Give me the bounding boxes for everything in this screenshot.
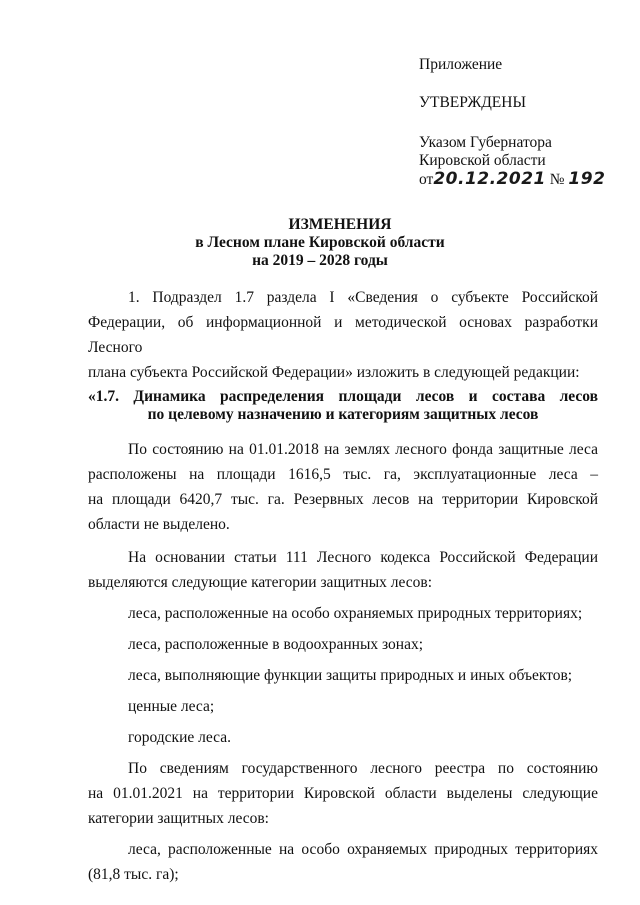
decree-line-1: Указом Губернатора [419, 134, 552, 151]
paragraph-1-line-3: плана субъекта Российской Федерации» изложить в следующей редакции: [88, 364, 580, 381]
paragraph-2-line-1: По состоянию на 01.01.2018 на землях лесного фонда защитные леса [128, 441, 598, 458]
title-line-2: в Лесном плане Кировской области [195, 234, 445, 251]
document-body [88, 285, 598, 887]
document-title [0, 216, 640, 270]
paragraph-4-line-3: категории защитных лесов: [88, 810, 269, 827]
date-prefix: от [419, 171, 434, 188]
paragraph-2-line-3: на площади 6420,7 тыс. га. Резервных лесов на территории Кировской [88, 491, 598, 508]
decree-date-row [419, 170, 629, 189]
category-item-5: городские леса. [128, 729, 231, 746]
handwritten-number: 192 [568, 169, 606, 189]
title-line-3: на 2019 – 2028 годы [252, 252, 388, 269]
paragraph-2-line-4: области не выделено. [88, 516, 230, 533]
decree-line-2: Кировской области [419, 152, 546, 169]
paragraph-1-line-1: 1. Подраздел 1.7 раздела I «Сведения о субъекте Российской [128, 289, 598, 306]
paragraph-5-line-1: леса, расположенные на особо охраняемых природных территориях [128, 841, 598, 858]
appendix-label: Приложение [419, 56, 503, 73]
paragraph-3-line-1: На основании статьи 111 Лесного кодекса Российской Федерации [128, 549, 598, 566]
category-item-3: леса, выполняющие функции защиты природных и иных объектов; [128, 667, 573, 684]
approved-label: УТВЕРЖДЕНЫ [419, 94, 526, 111]
paragraph-2-line-2: расположены на площади 1616,5 тыс. га, эксплуатационные леса – [88, 466, 598, 483]
section-heading-line-2: по целевому назначению и категориям защитных лесов [147, 406, 539, 423]
approval-block [419, 56, 629, 189]
paragraph-1-line-2: Федерации, об информационной и методической основах разработки Лесного [88, 314, 598, 356]
category-item-2: леса, расположенные в водоохранных зонах; [128, 636, 424, 653]
section-heading [88, 388, 598, 424]
paragraph-4-line-1: По сведениям государственного лесного реестра по состоянию [128, 760, 598, 777]
paragraph-3-line-2: выделяются следующие категории защитных лесов: [88, 574, 433, 591]
category-item-1: леса, расположенные на особо охраняемых природных территориях; [128, 605, 583, 622]
paragraph-4-line-2: на 01.01.2021 на территории Кировской области выделены следующие [88, 785, 598, 802]
title-line-1: ИЗМЕНЕНИЯ [288, 216, 392, 233]
category-item-4: ценные леса; [128, 698, 215, 715]
number-prefix: № [549, 171, 565, 188]
paragraph-5-line-2: (81,8 тыс. га); [88, 866, 179, 883]
section-heading-line-1: «1.7. Динамика распределения площади лесов и состава лесов [88, 388, 598, 405]
handwritten-date: 20.12.2021 [433, 169, 546, 189]
